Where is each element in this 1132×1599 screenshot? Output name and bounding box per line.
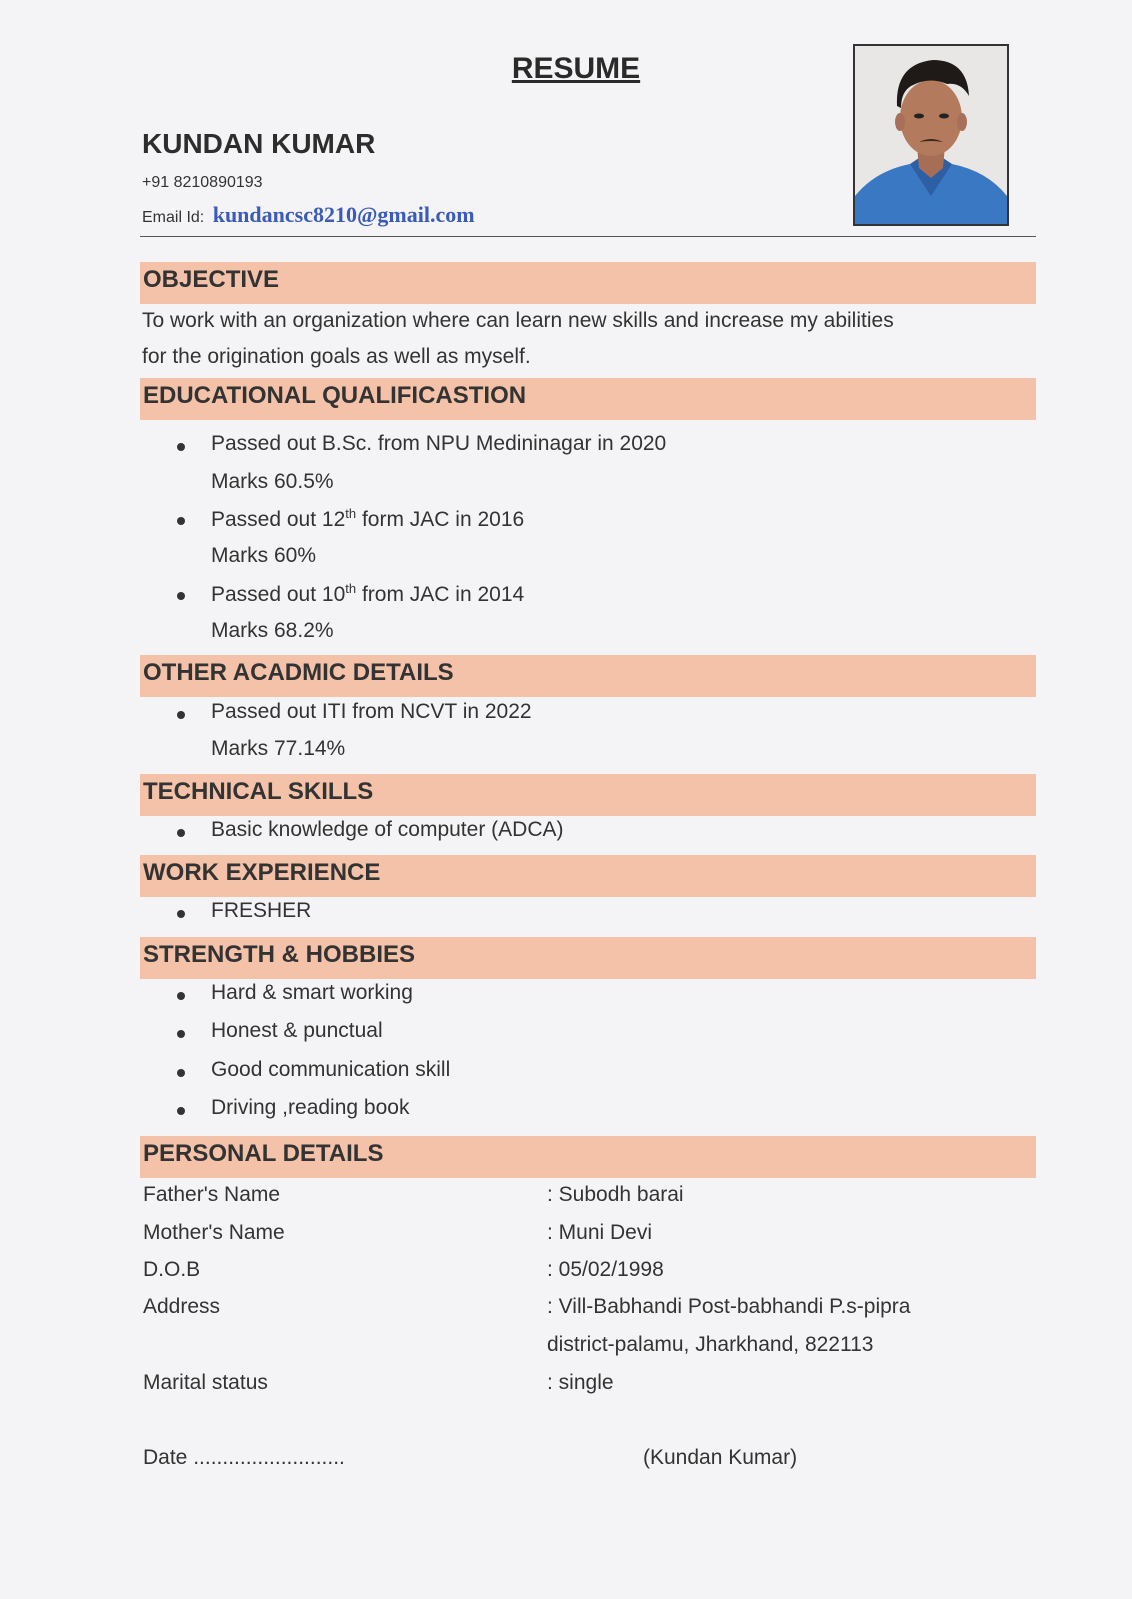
personal-value: : Vill-Babhandi Post-babhandi P.s-pipra xyxy=(547,1295,911,1318)
strength-text: Hard & smart working xyxy=(211,981,413,1004)
strength-text: Good communication skill xyxy=(211,1058,451,1081)
header-divider xyxy=(140,236,1036,237)
signature-name: (Kundan Kumar) xyxy=(643,1446,798,1469)
bullet-icon xyxy=(177,1030,185,1038)
personal-label: Father's Name xyxy=(143,1183,281,1206)
ordinal-suffix: th xyxy=(345,506,357,521)
date-line: Date .......................... xyxy=(143,1446,345,1469)
personal-label: Mother's Name xyxy=(143,1221,285,1244)
personal-label: D.O.B xyxy=(143,1258,201,1281)
personal-value-continued: district-palamu, Jharkhand, 822113 xyxy=(547,1333,874,1356)
strength-heading: STRENGTH & HOBBIES xyxy=(143,941,416,968)
bullet-icon xyxy=(177,910,185,918)
strength-text: Honest & punctual xyxy=(211,1019,383,1042)
education-marks: Marks 60.5% xyxy=(211,470,334,493)
other-academic-marks: Marks 77.14% xyxy=(211,737,346,760)
education-text-rest: from JAC in 2014 xyxy=(356,583,525,606)
education-marks: Marks 60% xyxy=(211,544,317,567)
education-marks: Marks 68.2% xyxy=(211,619,334,642)
education-text-rest: form JAC in 2016 xyxy=(356,508,525,531)
personal-label: Marital status xyxy=(143,1371,268,1394)
bullet-icon xyxy=(177,443,185,451)
profile-photo xyxy=(853,44,1009,226)
technical-text: Basic knowledge of computer (ADCA) xyxy=(211,818,564,841)
bullet-icon xyxy=(177,992,185,1000)
work-text: FRESHER xyxy=(211,899,312,922)
personal-value: : Subodh barai xyxy=(547,1183,684,1206)
technical-heading: TECHNICAL SKILLS xyxy=(143,778,374,805)
personal-value: : Muni Devi xyxy=(547,1221,653,1244)
objective-heading: OBJECTIVE xyxy=(143,266,280,293)
ordinal-suffix: th xyxy=(345,581,357,596)
resume-title: RESUME xyxy=(511,52,641,85)
portrait-illustration xyxy=(855,46,1007,224)
bullet-icon xyxy=(177,1107,185,1115)
education-text: Passed out B.Sc. from NPU Medininagar in 2020 xyxy=(211,432,667,455)
work-heading: WORK EXPERIENCE xyxy=(143,859,381,886)
strength-text: Driving ,reading book xyxy=(211,1096,410,1119)
bullet-icon xyxy=(177,711,185,719)
bullet-icon xyxy=(177,829,185,837)
education-text: Passed out 12 xyxy=(211,508,346,531)
education-text: Passed out 10 xyxy=(211,583,346,606)
other-academic-heading: OTHER ACADMIC DETAILS xyxy=(143,659,454,686)
candidate-name: KUNDAN KUMAR xyxy=(142,128,376,159)
personal-label: Address xyxy=(143,1295,221,1318)
objective-line-2: for the origination goals as well as myself. xyxy=(142,345,531,368)
personal-value: : 05/02/1998 xyxy=(547,1258,664,1281)
email-address: kundancsc8210@gmail.com xyxy=(212,202,475,227)
email-row xyxy=(142,202,475,228)
other-academic-text: Passed out ITI from NCVT in 2022 xyxy=(211,700,532,723)
phone-number: +91 8210890193 xyxy=(142,174,263,191)
personal-value: : single xyxy=(547,1371,614,1394)
bullet-icon xyxy=(177,1069,185,1077)
email-label: Email Id: xyxy=(142,209,205,226)
objective-line-1: To work with an organization where can learn new skills and increase my abilities xyxy=(142,309,894,332)
personal-heading: PERSONAL DETAILS xyxy=(143,1140,384,1167)
education-heading: EDUCATIONAL QUALIFICASTION xyxy=(143,382,527,409)
bullet-icon xyxy=(177,517,185,525)
bullet-icon xyxy=(177,592,185,600)
